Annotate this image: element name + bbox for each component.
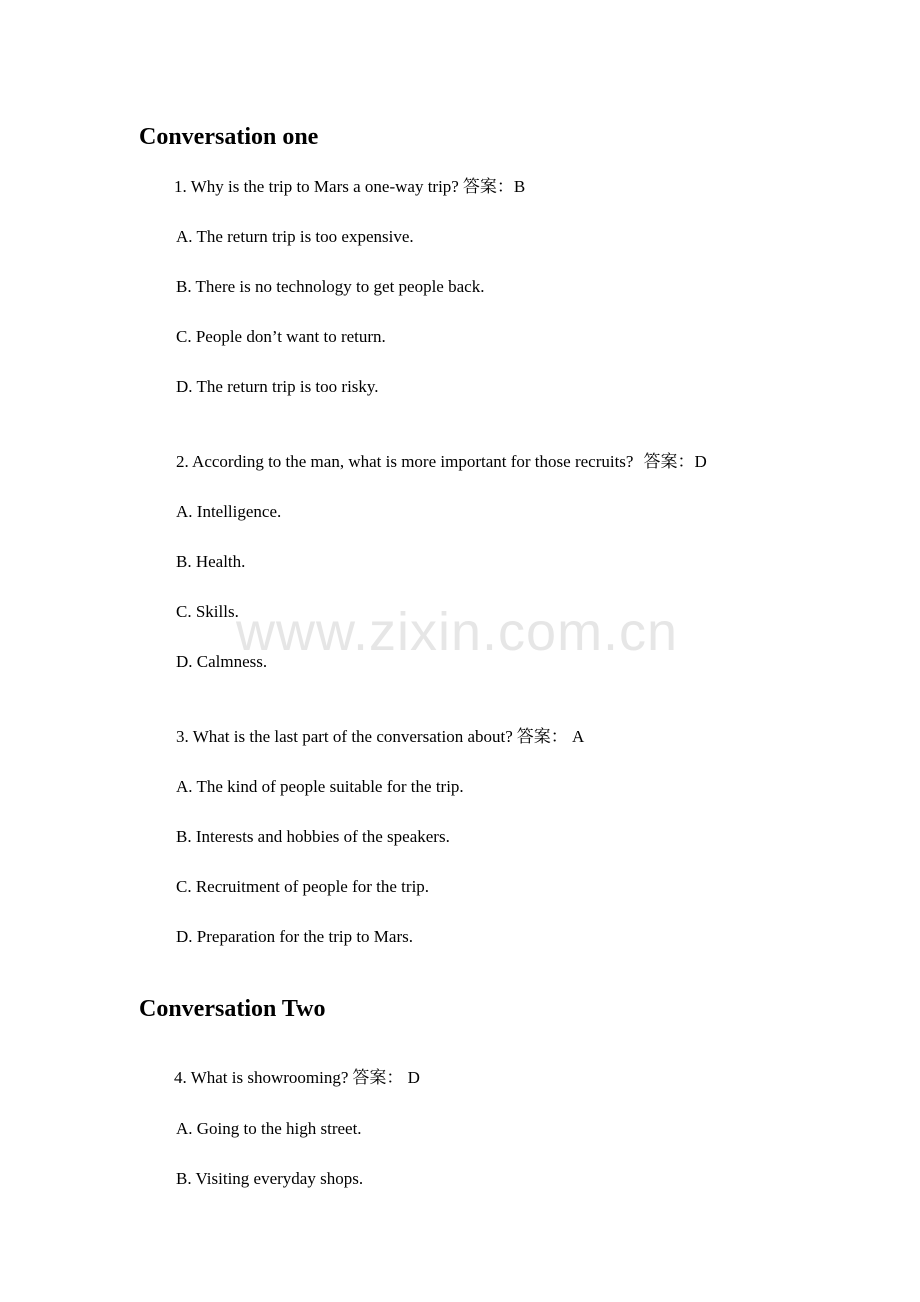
question-text — [176, 451, 707, 473]
question-prompt: 3. What is the last part of the conversation about? — [176, 727, 513, 746]
answer-label: 答案： D — [352, 1068, 420, 1087]
section-title: Conversation one — [139, 124, 319, 150]
option-item: A. The return trip is too expensive. — [176, 227, 414, 246]
option-item: C. People don’t want to return. — [176, 327, 386, 346]
question-text — [174, 1067, 420, 1089]
answer-label: 答案：D — [643, 452, 707, 471]
option-item: D. The return trip is too risky. — [176, 377, 379, 396]
option-item: C. Recruitment of people for the trip. — [176, 877, 430, 896]
question-prompt: 2. According to the man, what is more important for those recruits? — [176, 452, 634, 471]
question-text — [174, 176, 525, 198]
answer-label: 答案： A — [516, 727, 585, 746]
question-text — [176, 726, 584, 748]
watermark-text: www.zixin.com.cn — [236, 602, 679, 662]
option-item: B. Visiting everyday shops. — [176, 1169, 364, 1188]
question-prompt: 1. Why is the trip to Mars a one-way trip? — [174, 177, 459, 196]
option-item: D. Preparation for the trip to Mars. — [176, 927, 413, 946]
option-item: B. Interests and hobbies of the speakers. — [176, 827, 450, 846]
option-item: A. Going to the high street. — [176, 1119, 362, 1138]
option-item: A. Intelligence. — [176, 502, 282, 521]
section-title: Conversation Two — [139, 996, 326, 1022]
option-item: D. Calmness. — [176, 652, 268, 671]
option-item: B. Health. — [176, 552, 246, 571]
option-item: C. Skills. — [176, 602, 239, 621]
option-item: A. The kind of people suitable for the trip. — [176, 777, 464, 796]
question-prompt: 4. What is showrooming? — [174, 1068, 349, 1087]
option-item: B. There is no technology to get people back. — [176, 277, 485, 296]
answer-label: 答案：B — [462, 177, 526, 196]
